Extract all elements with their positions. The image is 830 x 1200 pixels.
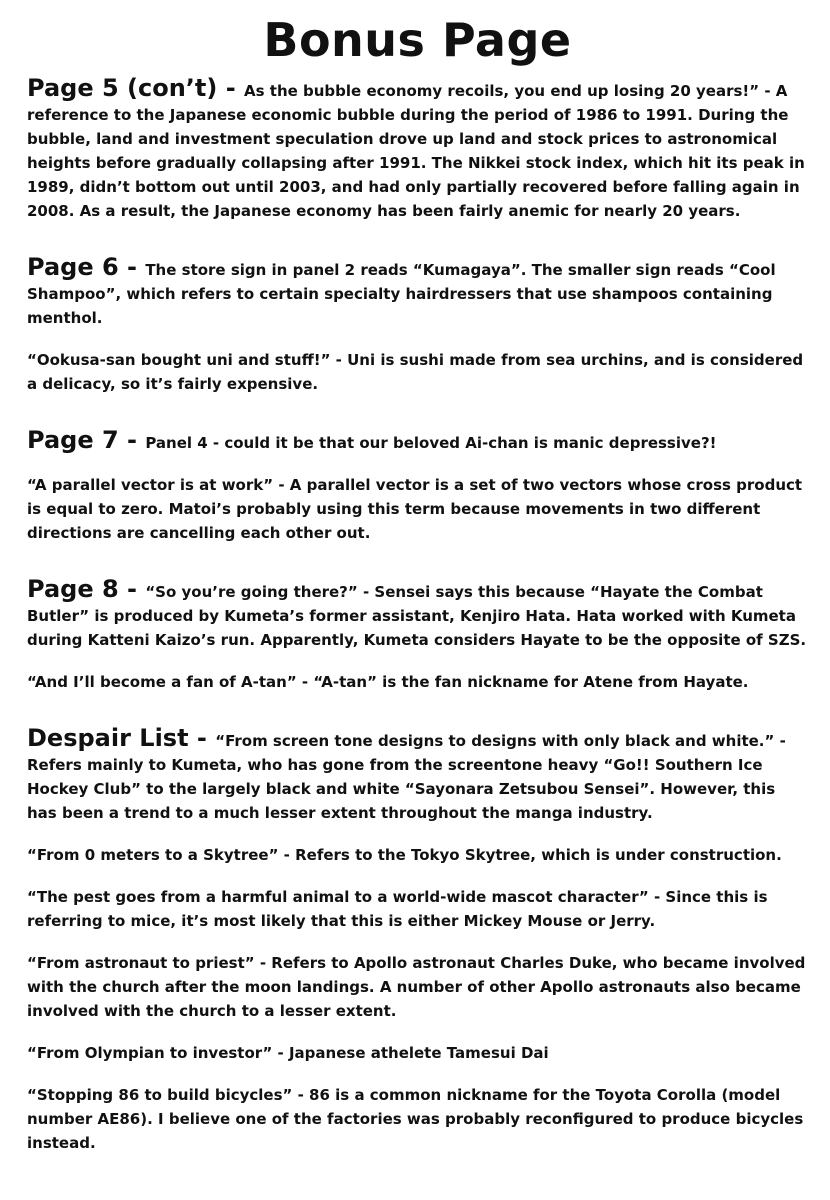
paragraph-text: As the bubble economy recoils, you end up losing 20 years!” - A reference to the Japanese economic bubble during the period of 1986 to 1991. During the bubble, land and investment speculation drove up land and stock prices to astronomical heights before gradually collapsing after 1991. The Nikkei stock index, which hit its peak in 1989, didn’t bottom out until 2003, and had only partially recovered before falling again in 2008. As a result, the Japanese economy has been fairly anemic for nearly 20 years. — [27, 82, 805, 220]
section-page-5 — [27, 76, 808, 223]
page-title: Bonus Page — [263, 13, 572, 67]
section-page-8 — [27, 577, 808, 694]
section-despair-list — [27, 726, 808, 1155]
paragraph-text: “From screen tone designs to designs with only black and white.” - Refers mainly to Kumeta, who has gone from the screentone heavy “Go!! Southern Ice Hockey Club” to the largely black and white “Sayonara Zetsubou Sensei”. However, this has been a trend to a much lesser extent throughout the manga industry. — [27, 732, 786, 822]
section-page-6 — [27, 255, 808, 396]
paragraph: “Ookusa-san bought uni and stuff!” - Uni is sushi made from sea urchins, and is considered a delicacy, so it’s fairly expensive. — [27, 351, 804, 393]
paragraph-text: “So you’re going there?” - Sensei says this because “Hayate the Combat Butler” is produced by Kumeta’s former assistant, Kenjiro Hata. Hata worked with Kumeta during Katteni Kaizo’s run. Apparently, Kumeta considers Hayate to be the opposite of SZS. — [27, 583, 807, 649]
paragraph-text: The store sign in panel 2 reads “Kumagaya”. The smaller sign reads “Cool Shampoo”, which refers to certain specialty hairdressers that use shampoos containing menthol. — [27, 261, 776, 327]
section-heading: Despair List - — [27, 724, 216, 752]
paragraph — [27, 428, 808, 455]
paragraph: “From astronaut to priest” - Refers to Apollo astronaut Charles Duke, who became involved with the church after the moon landings. A number of other Apollo astronauts also became involved with the church to a lesser extent. — [27, 954, 806, 1020]
paragraph — [27, 76, 808, 223]
section-heading: Page 7 - — [27, 426, 146, 454]
section-heading: Page 5 (con’t) - — [27, 74, 245, 102]
paragraph: “From 0 meters to a Skytree” - Refers to the Tokyo Skytree, which is under construction. — [27, 846, 782, 864]
paragraph: “From Olympian to investor” - Japanese athelete Tamesui Dai — [27, 1044, 549, 1062]
section-page-7 — [27, 428, 808, 545]
section-heading: Page 8 - — [27, 575, 146, 603]
paragraph: “And I’ll become a fan of A-tan” - “A-tan” is the fan nickname for Atene from Hayate. — [27, 673, 749, 691]
paragraph — [27, 726, 808, 825]
paragraph — [27, 577, 808, 652]
paragraph: “The pest goes from a harmful animal to a world-wide mascot character” - Since this is referring to mice, it’s most likely that this is either Mickey Mouse or Jerry. — [27, 888, 768, 930]
paragraph-text: Panel 4 - could it be that our beloved Ai-chan is manic depressive?! — [145, 434, 717, 452]
paragraph: “Stopping 86 to build bicycles” - 86 is a common nickname for the Toyota Corolla (model number AE86). I believe one of the factories was probably reconfigured to produce bicycles instead. — [27, 1086, 804, 1152]
paragraph — [27, 255, 808, 330]
section-heading: Page 6 - — [27, 253, 146, 281]
paragraph: “A parallel vector is at work” - A parallel vector is a set of two vectors whose cross product is equal to zero. Matoi’s probably using this term because movements in two different directions are cancelling each other out. — [27, 476, 803, 542]
